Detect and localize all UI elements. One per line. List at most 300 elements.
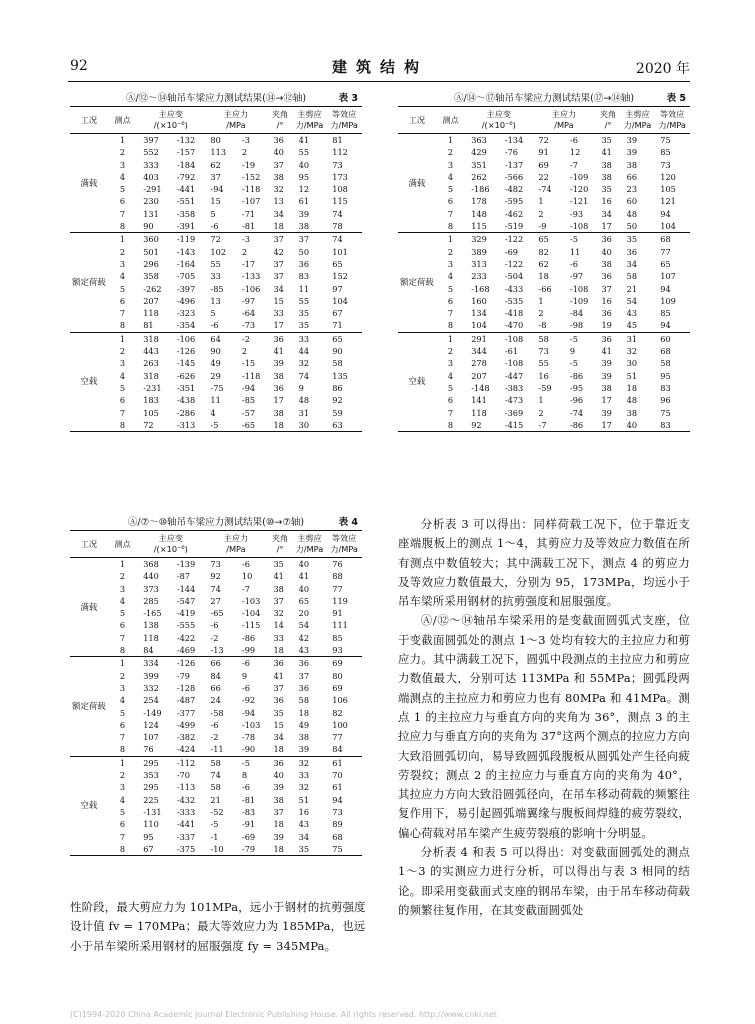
table-cell: 83	[298, 271, 310, 282]
table-cell: 92	[465, 419, 499, 432]
table-cell: 42	[273, 246, 284, 257]
table-row	[70, 694, 362, 706]
table-cell: -313	[171, 419, 205, 432]
table-cell: 152	[332, 271, 348, 282]
table-cell: 440	[143, 571, 159, 582]
table-cell: 83	[654, 419, 690, 432]
table-cell: 110	[143, 819, 159, 830]
table-cell: 14	[273, 620, 284, 631]
table-cell: -165	[143, 608, 162, 619]
table-cell: -19	[241, 159, 256, 170]
table-cell: 7	[447, 308, 454, 319]
table-cell: -128	[176, 682, 196, 693]
table-cell: 95	[298, 171, 310, 182]
table-cell: 135	[332, 370, 348, 381]
table-cell: -10	[204, 843, 236, 856]
table-row	[70, 159, 362, 171]
table-row	[70, 818, 362, 830]
table-cell: -382	[176, 732, 196, 743]
table-5	[398, 92, 690, 432]
table-cell: 40	[298, 159, 310, 170]
table-cell: 89	[332, 819, 343, 830]
table-cell: 318	[143, 333, 159, 344]
table-cell: 4	[447, 271, 454, 282]
table-cell: -9	[532, 220, 564, 233]
table-cell: -262	[143, 283, 162, 294]
table-3	[70, 92, 362, 432]
table-cell: 5	[119, 707, 126, 718]
table-row	[70, 134, 362, 147]
table-cell: -351	[176, 382, 196, 393]
table-cell: -6	[241, 658, 250, 669]
table-cell: 32	[298, 757, 310, 768]
table-cell: 3	[447, 358, 454, 369]
table-cell: 118	[143, 632, 159, 643]
table-cell: -231	[143, 382, 162, 393]
table-cell: 100	[332, 719, 348, 730]
table-cell: -145	[176, 358, 196, 369]
table-cell: -81	[241, 794, 256, 805]
table-cell: 82	[332, 707, 343, 718]
table-cell: 66	[626, 171, 638, 182]
table-row	[398, 419, 690, 432]
table-cell: 18	[267, 843, 292, 856]
table-cell: -8	[532, 319, 564, 332]
table-cell: 33	[273, 308, 284, 319]
table-cell: 97	[332, 283, 343, 294]
table-row	[70, 657, 362, 670]
table-cell: -496	[176, 295, 196, 306]
table-4	[70, 516, 362, 856]
table-cell: 344	[471, 346, 487, 357]
table-cell: 8	[241, 770, 248, 781]
table-cell: -108	[569, 283, 589, 294]
table-cell: -131	[143, 806, 162, 817]
table-cell: 15	[273, 719, 284, 730]
table-cell: -120	[569, 184, 589, 195]
table-cell: -5	[204, 419, 236, 432]
table-cell: -433	[504, 283, 524, 294]
table-cell: 8	[108, 319, 137, 332]
table-cell: 225	[143, 794, 159, 805]
table-cell: 68	[660, 346, 671, 357]
table-cell: 5	[447, 184, 454, 195]
table-row	[70, 307, 362, 319]
table-cell: 92	[332, 395, 343, 406]
table-cell: -595	[504, 196, 524, 207]
table-cell: 73	[538, 346, 549, 357]
table-cell: 58	[332, 358, 343, 369]
table-cell: 31	[626, 333, 638, 344]
table-cell: 36	[273, 135, 284, 145]
table-cell: 16	[601, 295, 612, 306]
table-cell: 16	[538, 370, 549, 381]
table-cell: 36	[298, 682, 310, 693]
table-row	[398, 159, 690, 171]
header-condition: 工况	[70, 107, 108, 134]
table-cell: 399	[143, 670, 159, 681]
table-cell: 173	[332, 171, 348, 182]
table-cell: 7	[119, 407, 126, 418]
table-cell: -626	[176, 370, 196, 381]
table-cell: -113	[176, 782, 196, 793]
table-cell: 73	[210, 559, 221, 569]
table-cell: 85	[660, 308, 671, 319]
table-cell: 55	[298, 295, 310, 306]
table-cell: -109	[569, 295, 589, 306]
table-cell: 36	[601, 308, 612, 319]
table-cell: 37	[273, 271, 284, 282]
table-cell: -6	[241, 559, 250, 569]
table-cell: 313	[471, 258, 487, 269]
table-cell: 2	[447, 147, 454, 158]
table-cell: 50	[621, 220, 655, 233]
table-cell: 1	[538, 295, 544, 306]
table-cell: 12	[298, 184, 310, 195]
table-cell: 38	[601, 159, 612, 170]
table-cell: 41	[601, 147, 612, 158]
page-number: 92	[70, 58, 88, 74]
table-cell: 36	[273, 658, 284, 669]
table-row	[70, 283, 362, 295]
table-cell: -323	[176, 308, 196, 319]
table-cell: 333	[143, 159, 159, 170]
table-cell: 6	[119, 395, 126, 406]
table-cell: 84	[137, 644, 171, 657]
table-cell: 58	[298, 695, 310, 706]
table-cell: 40	[621, 419, 655, 432]
table-cell: 40	[601, 246, 612, 257]
table-cell: 35	[293, 843, 327, 856]
table-cell: 36	[298, 258, 310, 269]
table-cell: 77	[332, 583, 343, 594]
table-cell: 6	[119, 196, 126, 207]
table-cell: 35	[601, 135, 612, 145]
table-cell: 95	[660, 370, 671, 381]
table-cell: 60	[626, 196, 638, 207]
table-cell: 2	[119, 147, 126, 158]
condition-cell: 满载	[398, 134, 436, 233]
table-cell: 31	[298, 407, 310, 418]
header-shear: 主剪应 力/MPa	[293, 531, 327, 558]
table-cell: -126	[176, 346, 196, 357]
table-cell: 70	[332, 770, 343, 781]
table-cell: -184	[176, 159, 196, 170]
table-cell: 7	[447, 407, 454, 418]
table-cell: -469	[171, 644, 205, 657]
table-cell: 36	[273, 382, 284, 393]
table-cell: 8	[436, 220, 465, 233]
table-row	[398, 307, 690, 319]
table-cell: 1	[538, 196, 544, 207]
table-cell: 41	[298, 135, 310, 145]
table-cell: 44	[298, 346, 310, 357]
table-cell: 105	[660, 184, 676, 195]
page-header	[70, 56, 690, 76]
table-cell: -103	[241, 595, 261, 606]
table-cell: 73	[332, 159, 343, 170]
table-cell: 32	[298, 358, 310, 369]
table-cell: -519	[499, 220, 533, 233]
table-row	[398, 332, 690, 345]
table-cell: 1	[538, 395, 544, 406]
table-row	[70, 583, 362, 595]
table-cell: 3	[119, 782, 126, 793]
table-cell: 39	[601, 407, 612, 418]
table-cell: -470	[499, 319, 533, 332]
table-cell: 2	[119, 770, 126, 781]
table-cell: 4	[119, 695, 126, 706]
table-row	[398, 208, 690, 220]
table-cell: 81	[332, 135, 343, 145]
table-cell: 36	[273, 695, 284, 706]
table-cell: 1	[119, 658, 126, 669]
condition-cell: 空载	[70, 332, 108, 431]
table-cell: 38	[273, 583, 284, 594]
table-cell: 2	[447, 346, 454, 357]
table-cell: -139	[176, 559, 196, 569]
table-cell: 35	[298, 308, 310, 319]
table-cell: 35	[273, 559, 284, 569]
table-cell: -104	[241, 608, 261, 619]
table-row	[70, 357, 362, 369]
table-cell: -462	[504, 208, 524, 219]
table-cell: 59	[332, 407, 343, 418]
table-cell: 32	[273, 184, 284, 195]
table-cell: 30	[293, 419, 327, 432]
table-cell: 178	[471, 196, 487, 207]
table-cell: 78	[326, 220, 362, 233]
table-cell: 38	[601, 382, 612, 393]
table-cell: 58	[626, 271, 638, 282]
table-cell: -337	[176, 831, 196, 842]
table-cell: 39	[298, 208, 310, 219]
table-cell: -547	[176, 595, 196, 606]
table-cell: 62	[210, 159, 221, 170]
table-cell: 76	[137, 743, 171, 756]
table-cell: -418	[504, 308, 524, 319]
table-cell: -79	[236, 843, 268, 856]
table-cell: 3	[119, 358, 126, 369]
table-cell: -94	[241, 382, 256, 393]
table-cell: 37	[210, 171, 221, 182]
table-cell: 64	[210, 333, 221, 344]
table-cell: -93	[569, 208, 584, 219]
table-cell: 61	[332, 757, 343, 768]
table-cell: 68	[660, 234, 671, 245]
table-cell: 16	[601, 196, 612, 207]
table-cell: -482	[504, 184, 524, 195]
table-cell: -132	[176, 135, 196, 145]
table-cell: 35	[293, 319, 327, 332]
table-cell: 397	[143, 135, 159, 145]
table-row	[398, 146, 690, 158]
table-cell: 75	[660, 407, 671, 418]
table-cell: 51	[626, 370, 638, 381]
table-row	[70, 208, 362, 220]
table-cell: 76	[332, 559, 343, 569]
table-cell: 90	[210, 346, 221, 357]
table-cell: 35	[601, 184, 612, 195]
table-cell: 39	[626, 147, 638, 158]
table-cell: -90	[236, 743, 268, 756]
table-cell: 95	[143, 831, 154, 842]
table-cell: 65	[538, 234, 549, 245]
header-equivalent: 等效应 力/MPa	[654, 107, 690, 134]
table-cell: 5	[119, 608, 126, 619]
table-cell: 34	[626, 258, 638, 269]
table-cell: 92	[210, 571, 221, 582]
table-cell: -86	[241, 632, 256, 643]
table-cell: 2	[538, 407, 544, 418]
table-cell: -792	[176, 171, 196, 182]
table-cell: -391	[171, 220, 205, 233]
table-cell: -286	[176, 407, 196, 418]
table-cell: -94	[241, 707, 256, 718]
table-cell: 43	[298, 819, 310, 830]
table-cell: 115	[332, 196, 348, 207]
table-cell: 34	[273, 732, 284, 743]
condition-cell: 空载	[70, 756, 108, 855]
table-cell: 55	[298, 147, 310, 158]
table-cell: -358	[176, 208, 196, 219]
table-row	[70, 570, 362, 582]
table-cell: 368	[143, 559, 159, 569]
table-row	[398, 345, 690, 357]
table-cell: 501	[143, 246, 159, 257]
table-cell: 1	[447, 333, 454, 344]
table-cell: 17	[595, 419, 620, 432]
table-cell: 45	[621, 319, 655, 332]
table-cell: -149	[143, 707, 162, 718]
table-cell: 4	[447, 370, 454, 381]
table-cell: 5	[447, 283, 454, 294]
table-cell: 71	[326, 319, 362, 332]
table-cell: 5	[119, 806, 126, 817]
table-cell: -432	[176, 794, 196, 805]
table-cell: -59	[538, 382, 552, 393]
table-cell: 38	[601, 258, 612, 269]
table-cell: -92	[241, 695, 256, 706]
table-cell: 291	[471, 333, 487, 344]
table-cell: -106	[241, 283, 261, 294]
table-cell: 24	[210, 695, 221, 706]
table-cell: 94	[660, 283, 671, 294]
table-cell: 50	[298, 246, 310, 257]
table-cell: 6	[119, 295, 126, 306]
body-text-right	[398, 515, 690, 920]
table-cell: 40	[273, 770, 284, 781]
table-cell: 8	[108, 419, 137, 432]
table-cell: 33	[298, 770, 310, 781]
table-row	[70, 843, 362, 856]
table-cell: 10	[241, 571, 253, 582]
table-cell: -6	[241, 782, 250, 793]
table-cell: 18	[626, 382, 638, 393]
table-row	[70, 394, 362, 406]
table-cell: 72	[210, 234, 221, 245]
table-cell: 4	[119, 794, 126, 805]
table-cell: 18	[267, 743, 292, 756]
table-row	[70, 407, 362, 419]
table-cell: -71	[241, 208, 256, 219]
table-cell: -17	[241, 258, 256, 269]
table-cell: 36	[273, 757, 284, 768]
table-cell: 124	[143, 719, 159, 730]
table-cell: 5	[210, 208, 216, 219]
table-cell: -186	[471, 184, 490, 195]
table-cell: 5	[210, 308, 216, 319]
table-row	[398, 357, 690, 369]
table-cell: -6	[204, 319, 236, 332]
table-row	[70, 195, 362, 207]
table-cell: 42	[298, 632, 310, 643]
table-cell: 22	[538, 171, 549, 182]
table-cell: -97	[569, 271, 584, 282]
table-cell: -74	[538, 184, 552, 195]
table-cell: -7	[241, 583, 250, 594]
table-cell: -86	[564, 419, 596, 432]
table-cell: 58	[660, 358, 671, 369]
table-cell: 27	[210, 595, 221, 606]
table-row	[398, 394, 690, 406]
table-cell: -157	[176, 147, 196, 158]
table-cell: 4	[119, 271, 126, 282]
paragraph: Ⓐ/⑫～⑭轴吊车梁采用的是变截面圆弧式支座，位于变截面圆弧处的测点 1～3 处均有较大的主拉应力和剪应力。其中满载工况下，圆弧中段测点的主拉应力和剪应力数值最大，分别可达 113MPa 和 55MPa；圆弧段两端测点的主拉应力和剪应力也有 80MPa 和 41MPa。测点 1 的主拉应力与垂直方向的夹角为 36°，测点 3 的主拉应力与垂直方向的夹角为 37°这两个测点的拉应力方向大致沿圆弧切向，易导致圆弧段腹板从圆弧处产生径向疲劳裂纹；测点 2 的主拉应力与垂直方向的夹角为 40°，其拉应力方向大致沿圆弧径向，在吊车移动荷载的频繁往复作用下，易引起圆弧端翼缘与腹板间焊缝的疲劳裂纹，偏心荷载对吊车梁产生疲劳裂痕的影响十分明显。	[398, 613, 690, 840]
table-cell: 106	[332, 695, 348, 706]
table-cell: -499	[176, 719, 196, 730]
table-cell: 65	[660, 258, 671, 269]
table-cell: -441	[176, 184, 196, 195]
table-row	[398, 258, 690, 270]
table-cell: -535	[504, 295, 524, 306]
table-cell: -419	[176, 608, 196, 619]
table-cell: 69	[538, 159, 549, 170]
table-cell: -108	[564, 220, 596, 233]
table-cell: -84	[569, 308, 584, 319]
header-shear: 主剪应 力/MPa	[621, 107, 655, 134]
table-cell: 33	[210, 271, 221, 282]
table-cell: -98	[564, 319, 596, 332]
table-cell: -75	[210, 382, 224, 393]
table-cell: 5	[119, 184, 126, 195]
table-cell: 254	[143, 695, 159, 706]
table-cell: 17	[273, 395, 284, 406]
table-cell: 67	[137, 843, 171, 856]
table-cell: 63	[326, 419, 362, 432]
table-cell: 18	[538, 271, 549, 282]
table-cell: 7	[119, 732, 126, 743]
table-cell: -333	[176, 806, 196, 817]
table-row	[70, 332, 362, 345]
table-cell: 58	[210, 782, 221, 793]
table-cell: 443	[143, 346, 159, 357]
table-cell: 3	[119, 258, 126, 269]
table-number: 表 3	[338, 93, 358, 104]
table-cell: 86	[332, 382, 343, 393]
table-cell: -555	[176, 620, 196, 631]
table-cell: 6	[447, 196, 454, 207]
table-cell: -122	[504, 258, 524, 269]
table-cell: 73	[332, 806, 343, 817]
table-cell: 39	[626, 135, 638, 145]
table-cell: 6	[119, 719, 126, 730]
table-cell: -504	[504, 271, 524, 282]
table-title: Ⓐ/⑦～⑩轴吊车梁应力测试结果(⑩→⑦轴)	[127, 517, 305, 528]
table-cell: 39	[293, 743, 327, 756]
table-cell: 1	[119, 333, 126, 344]
table-cell: 104	[332, 295, 348, 306]
